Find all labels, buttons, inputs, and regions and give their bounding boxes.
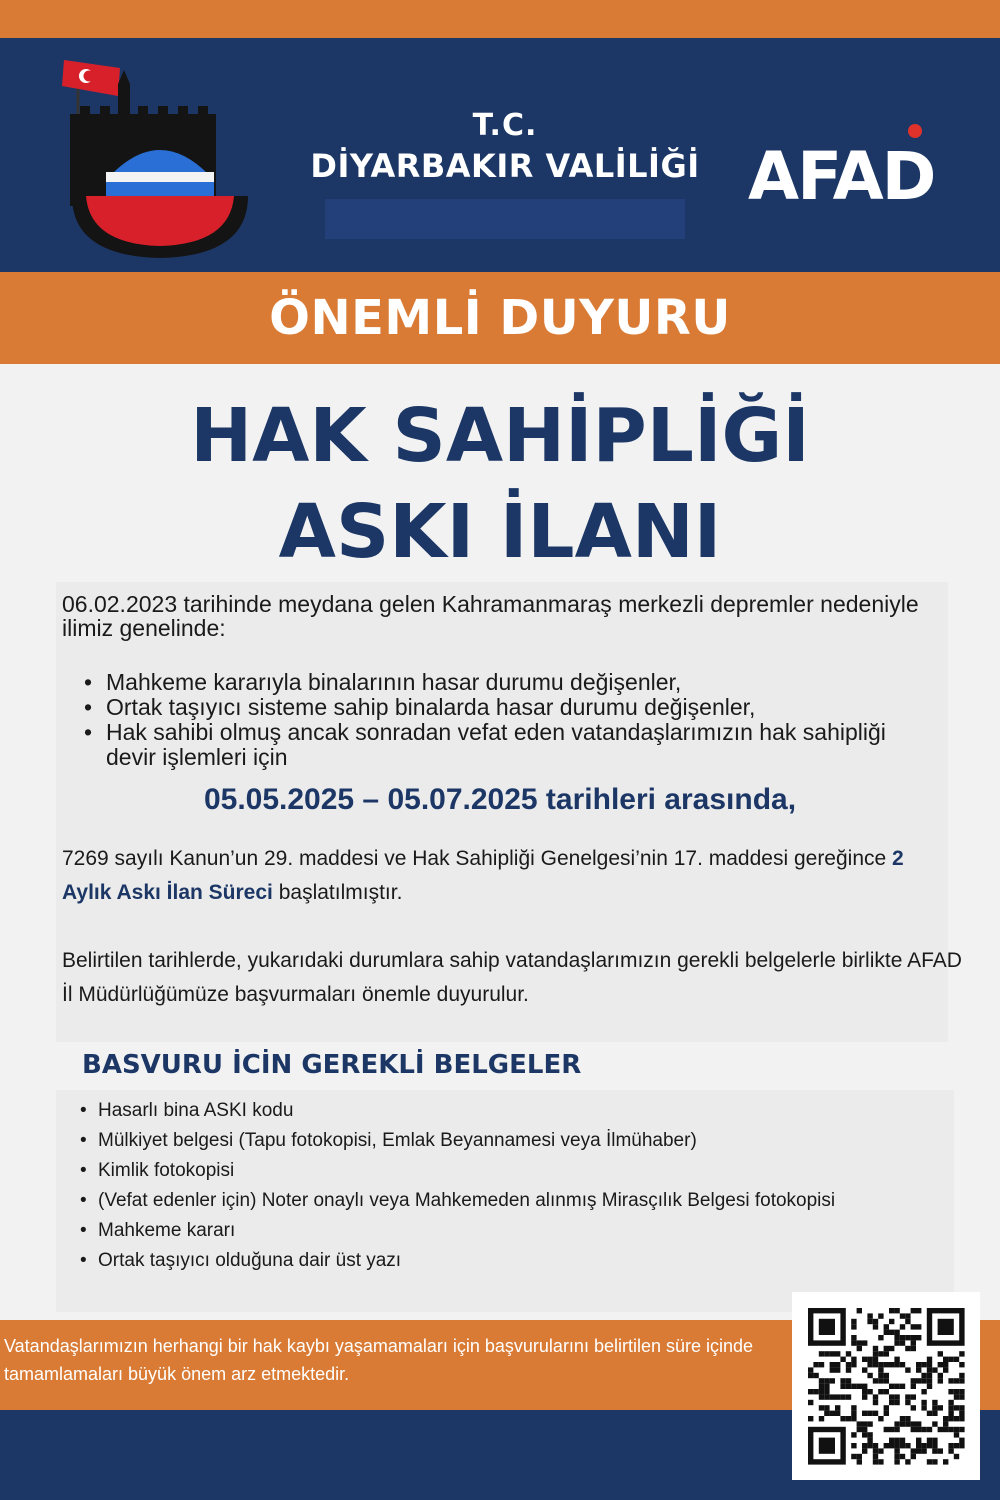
list-item: • Ortak taşıyıcı olduğuna dair üst yazı [78, 1246, 948, 1276]
page-title [0, 388, 1000, 580]
list-item: • Mülkiyet belgesi (Tapu fotokopisi, Emlak Beyannamesi veya İlmühaber) [78, 1126, 948, 1156]
banner-text: ÖNEMLİ DUYURU [269, 290, 731, 346]
org-line-1: T.C. [472, 108, 538, 143]
law-text-before: 7269 sayılı Kanun’un 29. maddesi ve Hak Sahipliği Genelgesi’nin 17. maddesi gereğince [62, 847, 893, 870]
footer-text: Vatandaşlarımızın herhangi bir hak kaybı yaşamamaları için başvurularını belirtilen süre içinde tamamlamaları büyük önem arz etmektedir. [4, 1336, 754, 1384]
governorship-title [300, 108, 710, 239]
list-item: • Hak sahibi olmuş ancak sonradan vefat eden vatandaşlarımızın hak sahipliği devir işlemleri için [80, 720, 940, 770]
title-line-1: HAK SAHİPLİĞİ [190, 393, 810, 479]
diyarbakir-governorship-emblem-icon [60, 56, 260, 266]
documents-heading: BASVURU İCİN GEREKLİ BELGELER [82, 1050, 582, 1080]
qr-code-graphic [792, 1292, 980, 1480]
list-item: • Hasarlı bina ASKI kodu [78, 1096, 948, 1126]
list-item: • (Vefat edenler için) Noter onaylı veya Mahkemeden alınmış Mirasçılık Belgesi fotokopisi [78, 1186, 948, 1216]
list-item: • Ortak taşıyıcı sisteme sahip binalarda hasar durumu değişenler, [80, 695, 940, 720]
list-item: • Kimlik fotokopisi [78, 1156, 948, 1186]
law-highlight: 2 Aylık Askı İlan Süreci [62, 847, 904, 904]
intro-paragraph: 06.02.2023 tarihinde meydana gelen Kahramanmaraş merkezli depremler nedeniyle ilimiz genelinde: [62, 591, 919, 641]
documents-list [78, 1096, 948, 1276]
header [0, 38, 1000, 272]
afad-logo: AFAD [748, 138, 935, 215]
law-text-after: başlatılmıştır. [272, 881, 403, 904]
title-line-2: ASKI İLANI [278, 489, 722, 575]
afad-logo-dot [908, 124, 922, 138]
announcement-banner [0, 272, 1000, 364]
law-paragraph [62, 842, 952, 910]
date-range: 05.05.2025 – 05.07.2025 tarihleri arasında, [203, 783, 797, 816]
list-item: • Mahkeme kararıyla binalarının hasar durumu değişenler, [80, 670, 940, 695]
notice-paragraph: Belirtilen tarihlerde, yukarıdaki durumlara sahip vatandaşlarımızın gerekli belgelerle birlikte AFAD İl Müdürlüğümüze başvurmaları önemle duyurulur. [62, 949, 962, 1006]
redacted-block [325, 199, 685, 239]
org-line-2: DİYARBAKIR VALİLİĞİ [310, 147, 700, 185]
qr-code-icon[interactable] [792, 1292, 980, 1480]
list-item: • Mahkeme kararı [78, 1216, 948, 1246]
top-orange-strip [0, 0, 1000, 38]
case-list [80, 670, 940, 770]
